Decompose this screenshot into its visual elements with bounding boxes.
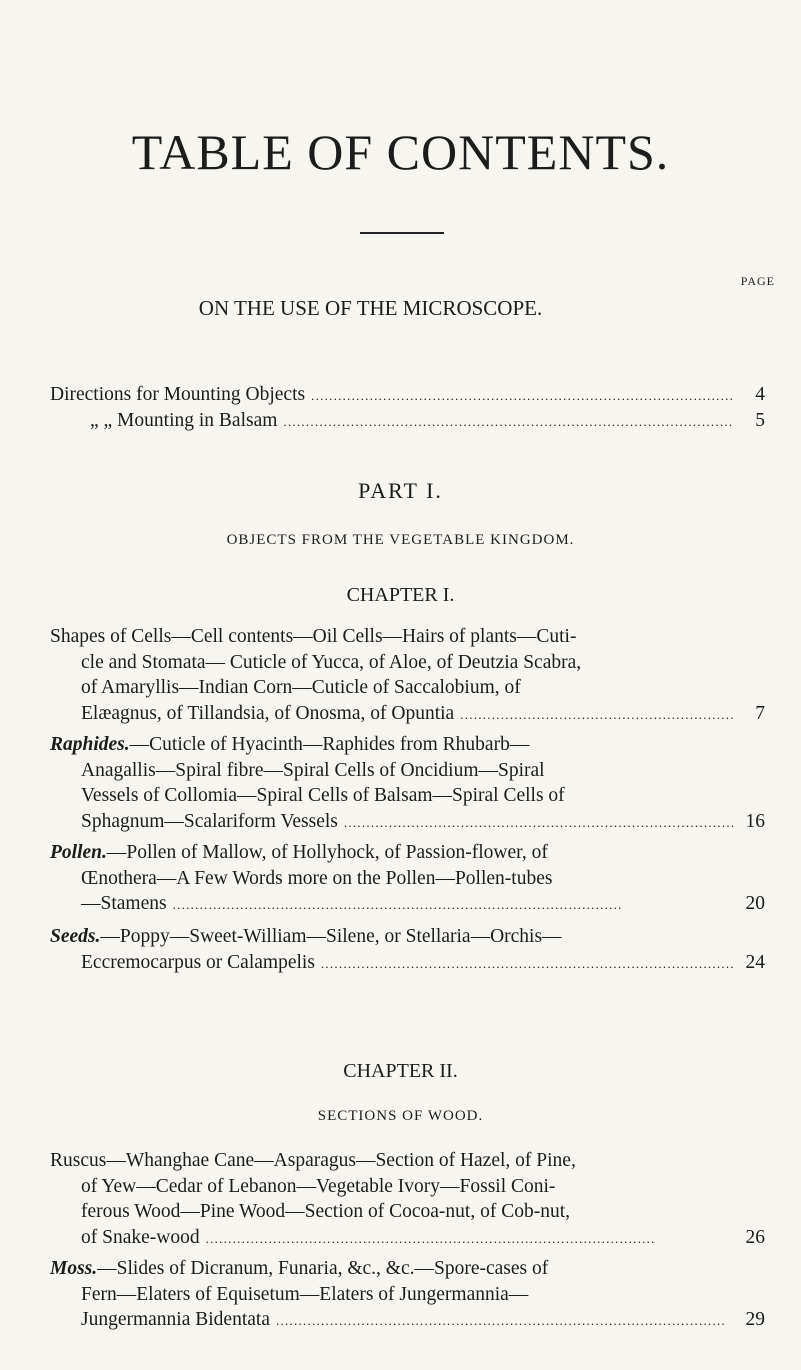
page-column-label: PAGE [740,274,775,288]
chapter-heading: CHAPTER II. [343,1060,458,1082]
entry-line: Elæagnus, of Tillandsia, of Onosma, of Opuntia . . . 7 [50,701,765,728]
entry-page: 7 [755,702,765,724]
entry-page: 5 [755,410,765,431]
entry-line: of Yew—Cedar of Lebanon—Vegetable Ivory—Fossil Coni- [81,1175,556,1197]
entry-line: —Stamens . . . 20 [50,891,765,918]
entry-lead: Raphides. [50,734,130,755]
entry-lead: Pollen. [50,842,107,863]
entry-line: Eccremocarpus or Calampelis . . . 24 [50,950,765,977]
entry-page: 20 [745,893,765,914]
entry-page: 16 [745,810,765,832]
entry-line: of Snake-wood . . . 26 [50,1225,765,1252]
chapter-heading: CHAPTER I. [346,584,455,606]
entry-line: Pollen. —Pollen of Mallow, of Hollyhock, of Passion-flower, of [50,840,765,866]
dot-leaders [173,891,735,918]
entry-line: Moss. —Slides of Dicranum, Funaria, &c., &c.—Spore-cases of [50,1256,765,1282]
page-title: TABLE OF CONTENTS. [131,124,670,180]
entry-line: Sphagnum—Scalariform Vessels . . . 16 [50,809,765,836]
toc-entry-seeds[interactable] [50,924,765,976]
entry-text: „ „ Mounting in Balsam [90,410,278,431]
dot-leaders [276,1307,735,1334]
toc-entry-mounting-balsam[interactable] [50,408,765,434]
entry-lead: Moss. [50,1258,98,1279]
dot-leaders [283,408,735,434]
entry-line: Vessels of Collomia—Spiral Cells of Balsam—Spiral Cells of [81,785,565,806]
entry-lead: Seeds. [50,926,101,947]
dot-leaders [206,1225,735,1252]
title-rule [360,232,444,234]
dot-leaders [460,701,735,728]
entry-line: Œnothera—A Few Words more on the Pollen—Pollen-tubes [81,867,553,889]
entry-page: 4 [755,384,765,405]
toc-entry-pollen[interactable] [50,840,765,918]
toc-entry-mounting-objects[interactable] [50,382,765,408]
entry-line: cle and Stomata— Cuticle of Yucca, of Aloe, of Deutzia Scabra, [81,651,582,673]
entry-line: Shapes of Cells—Cell contents—Oil Cells—Hairs of plants—Cuti- [50,626,577,647]
entry-line: Fern—Elaters of Equisetum—Elaters of Jungermannia— [81,1283,529,1305]
entry-line: Anagallis—Spiral fibre—Spiral Cells of Oncidium—Spiral [81,759,545,781]
entry-line: Raphides. —Cuticle of Hyacinth—Raphides from Rhubarb— [50,732,765,758]
entry-page: 29 [745,1309,765,1330]
entry-line: Seeds. —Poppy—Sweet-William—Silene, or Stellaria—Orchis— [50,924,765,950]
entry-line: Jungermannia Bidentata . . . 29 [50,1307,765,1334]
dot-leaders [321,950,735,977]
entry-line: Ruscus—Whanghae Cane—Asparagus—Section of Hazel, of Pine, [50,1150,576,1171]
part-heading: PART I. [358,478,443,503]
entry-line: of Amaryllis—Indian Corn—Cuticle of Saccalobium, of [81,677,521,698]
toc-entry-ruscus[interactable] [50,1148,765,1251]
entry-page: 24 [745,951,765,973]
toc-entry-cells[interactable] [50,624,765,727]
chapter-subheading: SECTIONS OF WOOD. [317,1108,484,1124]
entry-page: 26 [745,1226,765,1248]
part-subheading: OBJECTS FROM THE VEGETABLE KINGDOM. [226,532,575,548]
dot-leaders [311,382,735,408]
toc-entry-raphides[interactable] [50,732,765,835]
entry-text: Directions for Mounting Objects [50,384,306,405]
entry-line: ferous Wood—Pine Wood—Section of Cocoa-nut, of Cob-nut, [81,1201,571,1222]
microscope-heading: ON THE USE OF THE MICROSCOPE. [198,296,543,320]
toc-entry-moss[interactable] [50,1256,765,1334]
dot-leaders [344,809,735,836]
